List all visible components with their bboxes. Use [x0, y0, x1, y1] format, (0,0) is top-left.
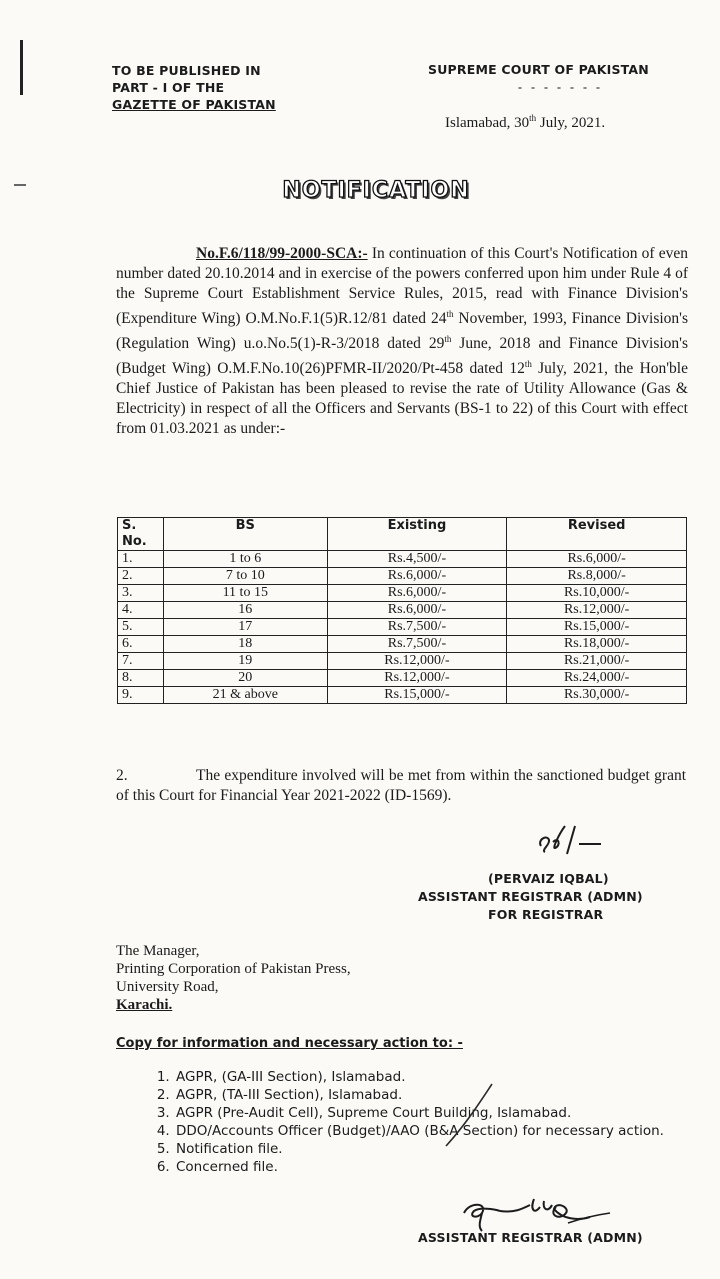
list-item: 1. AGPR, (GA-III Section), Islamabad. — [174, 1068, 694, 1086]
header-existing: Existing — [327, 518, 507, 551]
reference-number: No.F.6/118/99-2000-SCA:- — [196, 245, 368, 262]
header-sno: S. No. — [118, 518, 164, 551]
table-row: 6. 18 Rs.7,500/- Rs.18,000/- — [118, 636, 687, 653]
header-bs: BS — [163, 518, 327, 551]
paragraph-number: 2. — [116, 767, 128, 784]
list-item: 5. Notification file. — [174, 1140, 694, 1158]
header-revised: Revised — [507, 518, 687, 551]
court-name: SUPREME COURT OF PAKISTAN — [428, 62, 649, 77]
handwritten-signature-sd — [535, 820, 605, 865]
margin-mark — [20, 40, 23, 95]
table-row: 7. 19 Rs.12,000/- Rs.21,000/- — [118, 653, 687, 670]
addressee: The Manager, Printing Corporation of Pakistan Press, University Road, Karachi. — [116, 943, 351, 1013]
header-dots: - - - - - - - — [518, 80, 603, 94]
publication-note-line-2: PART - I OF THE — [112, 80, 225, 95]
notification-title: NOTIFICATION — [282, 178, 470, 203]
publication-note-line-1: TO BE PUBLISHED IN — [112, 63, 261, 78]
signatory-block — [418, 870, 698, 924]
table-row: 9. 21 & above Rs.15,000/- Rs.30,000/- — [118, 687, 687, 704]
table-row: 1. 1 to 6 Rs.4,500/- Rs.6,000/- — [118, 551, 687, 568]
main-paragraph: No.F.6/118/99-2000-SCA:- In continuation of this Court's Notification of even number dated 20.10.2014 and in exercise of the powers conferred upon him under Rule 4 of the Supreme Court Establishment Service Rules, 2015, read with Finance Division's (Expenditure Wing) O.M.No.F.1(5)R.12/81 dated 24th November, 1993, Finance Division's (Regulation Wing) u.o.No.5(1)-R-3/2018 dated 29th June, 2018 and Finance Division's (Budget Wing) O.M.F.No.10(26)PFMR-II/2020/Pt-458 dated 12th July, 2021, the Hon'ble Chief Justice of Pakistan has been pleased to revise the rate of Utility Allowance (Gas & Electricity) in respect of all the Officers and Servants (BS-1 to 22) of this Court with effect from 01.03.2021 as under:- — [116, 245, 689, 438]
table-row: 3. 11 to 15 Rs.6,000/- Rs.10,000/- — [118, 585, 687, 602]
scan-speck — [14, 184, 26, 186]
publication-note-line-3: GAZETTE OF PAKISTAN — [112, 97, 276, 112]
copy-heading: Copy for information and necessary action to: - — [116, 1036, 463, 1051]
list-item: 3. AGPR (Pre-Audit Cell), Supreme Court Building, Islamabad. — [174, 1104, 694, 1122]
issue-date: Islamabad, 30th July, 2021. — [445, 113, 606, 131]
table-row: 2. 7 to 10 Rs.6,000/- Rs.8,000/- — [118, 568, 687, 585]
list-item: 2. AGPR, (TA-III Section), Islamabad. — [174, 1086, 694, 1104]
final-designation: ASSISTANT REGISTRAR (ADMN) — [418, 1230, 643, 1245]
list-item: 4. DDO/Accounts Officer (Budget)/AAO (B&A Section) for necessary action. — [174, 1122, 694, 1140]
copy-list — [152, 1068, 694, 1176]
pen-stroke-mark — [440, 1080, 500, 1155]
utility-allowance-table — [117, 517, 687, 704]
publication-note — [112, 62, 276, 113]
list-item: 6. Concerned file. — [174, 1158, 694, 1176]
signatory-name: (PERVAIZ IQBAL) — [488, 871, 609, 886]
table-row: 4. 16 Rs.6,000/- Rs.12,000/- — [118, 602, 687, 619]
signatory-designation: ASSISTANT REGISTRAR (ADMN) — [418, 889, 643, 904]
table-header-row — [118, 518, 687, 551]
table-row: 8. 20 Rs.12,000/- Rs.24,000/- — [118, 670, 687, 687]
table-row: 5. 17 Rs.7,500/- Rs.15,000/- — [118, 619, 687, 636]
signatory-for: FOR REGISTRAR — [488, 907, 604, 922]
expenditure-paragraph: 2. The expenditure involved will be met from within the sanctioned budget grant of this Court for Financial Year 2021-2022 (ID-1569). — [116, 767, 686, 804]
